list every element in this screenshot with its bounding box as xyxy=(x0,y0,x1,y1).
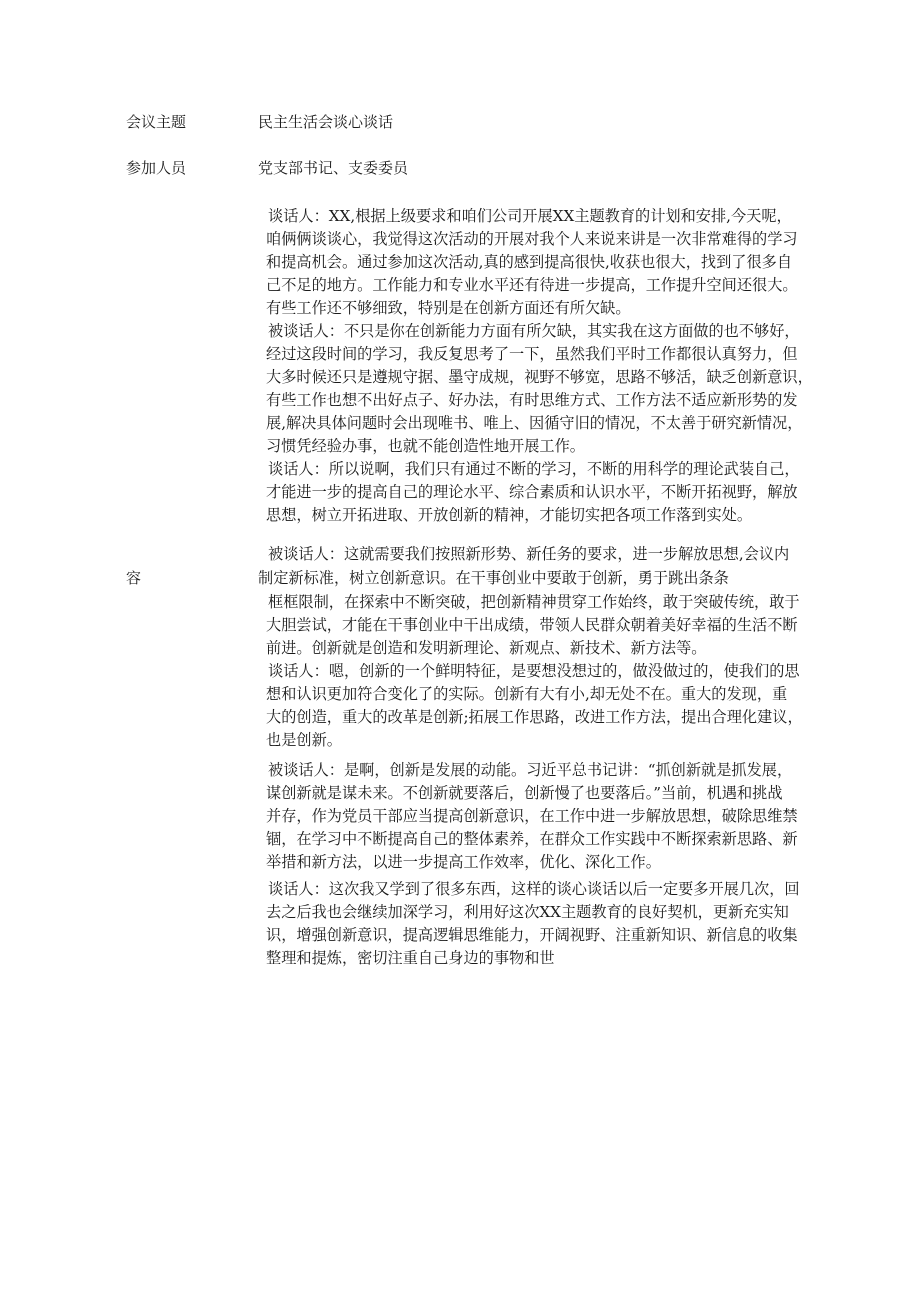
content-line: 谈话人：嗯，创新的一个鲜明特征，是要想没想过的，做没做过的，使我们的思 xyxy=(268,662,800,680)
content-line: 和提高机会。通过参加这次活动,真的感到提高很快,收获也很大，找到了很多自 xyxy=(266,253,793,271)
content-line: 咱俩俩谈谈心，我觉得这次活动的开展对我个人来说来讲是一次非常难得的学习 xyxy=(266,230,798,248)
content-line: 也是创新。 xyxy=(266,731,342,749)
content-line: 制定新标准，树立创新意识。在干事创业中要敢于创新，勇于跳出条条 xyxy=(258,569,729,587)
content-line: 举措和新方法，以进一步提高工作效率，优化、深化工作。 xyxy=(266,853,661,871)
content-line: 想和认识更加符合变化了的实际。创新有大有小,却无处不在。重大的发现，重 xyxy=(266,685,788,703)
content-line: 前进。创新就是创造和发明新理论、新观点、新技术、新方法等。 xyxy=(266,639,707,657)
content-line: 展,解决具体问题时会出现唯书、唯上、因循守旧的情况，不太善于研究新情况， xyxy=(266,414,803,432)
content-line: 谈话人：这次我又学到了很多东西，这样的谈心谈话以后一定要多开展几次，回 xyxy=(268,880,800,898)
content-line: 习惯凭经验办事，也就不能创造性地开展工作。 xyxy=(266,437,585,455)
content-line: 被谈话人：不只是你在创新能力方面有所欠缺，其实我在这方面做的也不够好， xyxy=(268,322,800,340)
content-label: 容 xyxy=(126,569,142,587)
content-line: 大多时候还只是遵规守据、墨守成规，视野不够宽，思路不够活，缺乏创新意识， xyxy=(266,368,813,386)
content-line: 大胆尝试，才能在干事创业中干出成绩，带领人民群众朝着美好幸福的生活不断 xyxy=(266,616,798,634)
content-line: 谋创新就是谋未来。不创新就要落后，创新慢了也要落后。”当前，机遇和挑战 xyxy=(266,784,783,802)
topic-value: 民主生活会谈心谈话 xyxy=(258,113,394,131)
content-line: 大的创造，重大的改革是创新;拓展工作思路，改进工作方法，提出合理化建议， xyxy=(266,708,803,726)
participants-label: 参加人员 xyxy=(126,159,187,177)
content-line: 识，增强创新意识，提高逻辑思维能力，开阔视野、注重新知识、新信息的收集 xyxy=(266,926,798,944)
content-line: 被谈话人：这就需要我们按照新形势、新任务的要求，进一步解放思想,会议内 xyxy=(268,545,790,563)
content-line: 谈话人：所以说啊，我们只有通过不断的学习，不断的用科学的理论武装自己， xyxy=(268,460,800,478)
content-line: 思想，树立开拓进取、开放创新的精神，才能切实把各项工作落到实处。 xyxy=(266,506,752,524)
content-line: 有些工作也想不出好点子、好办法，有时思维方式、工作方法不适应新形势的发 xyxy=(266,391,798,409)
content-line: 被谈话人：是啊，创新是发展的动能。习近平总书记讲：“抓创新就是抓发展， xyxy=(268,761,793,779)
content-line: 才能进一步的提高自己的理论水平、综合素质和认识水平，不断开拓视野，解放 xyxy=(266,483,798,501)
content-line: 锢，在学习中不断提高自己的整体素养，在群众工作实践中不断探索新思路、新 xyxy=(266,830,798,848)
content-line: 谈话人：XX,根据上级要求和咱们公司开展XX主题教育的计划和安排,今天呢， xyxy=(268,207,792,225)
content-line: 己不足的地方。工作能力和专业水平还有待进一步提高，工作提升空间还很大。 xyxy=(266,276,798,294)
participants-value: 党支部书记、支委委员 xyxy=(258,159,409,177)
topic-label: 会议主题 xyxy=(126,113,187,131)
content-line: 去之后我也会继续加深学习，利用好这次XX主题教育的良好契机，更新充实知 xyxy=(266,903,789,921)
content-line: 框框限制，在探索中不断突破，把创新精神贯穿工作始终，敢于突破传统，敢于 xyxy=(268,593,800,611)
content-line: 经过这段时间的学习，我反复思考了一下，虽然我们平时工作都很认真努力，但 xyxy=(266,345,798,363)
content-line: 整理和提炼，密切注重自己身边的事物和世 xyxy=(266,949,555,967)
content-line: 有些工作还不够细致，特别是在创新方面还有所欠缺。 xyxy=(266,299,631,317)
content-line: 并存，作为党员干部应当提高创新意识，在工作中进一步解放思想，破除思维禁 xyxy=(266,807,798,825)
